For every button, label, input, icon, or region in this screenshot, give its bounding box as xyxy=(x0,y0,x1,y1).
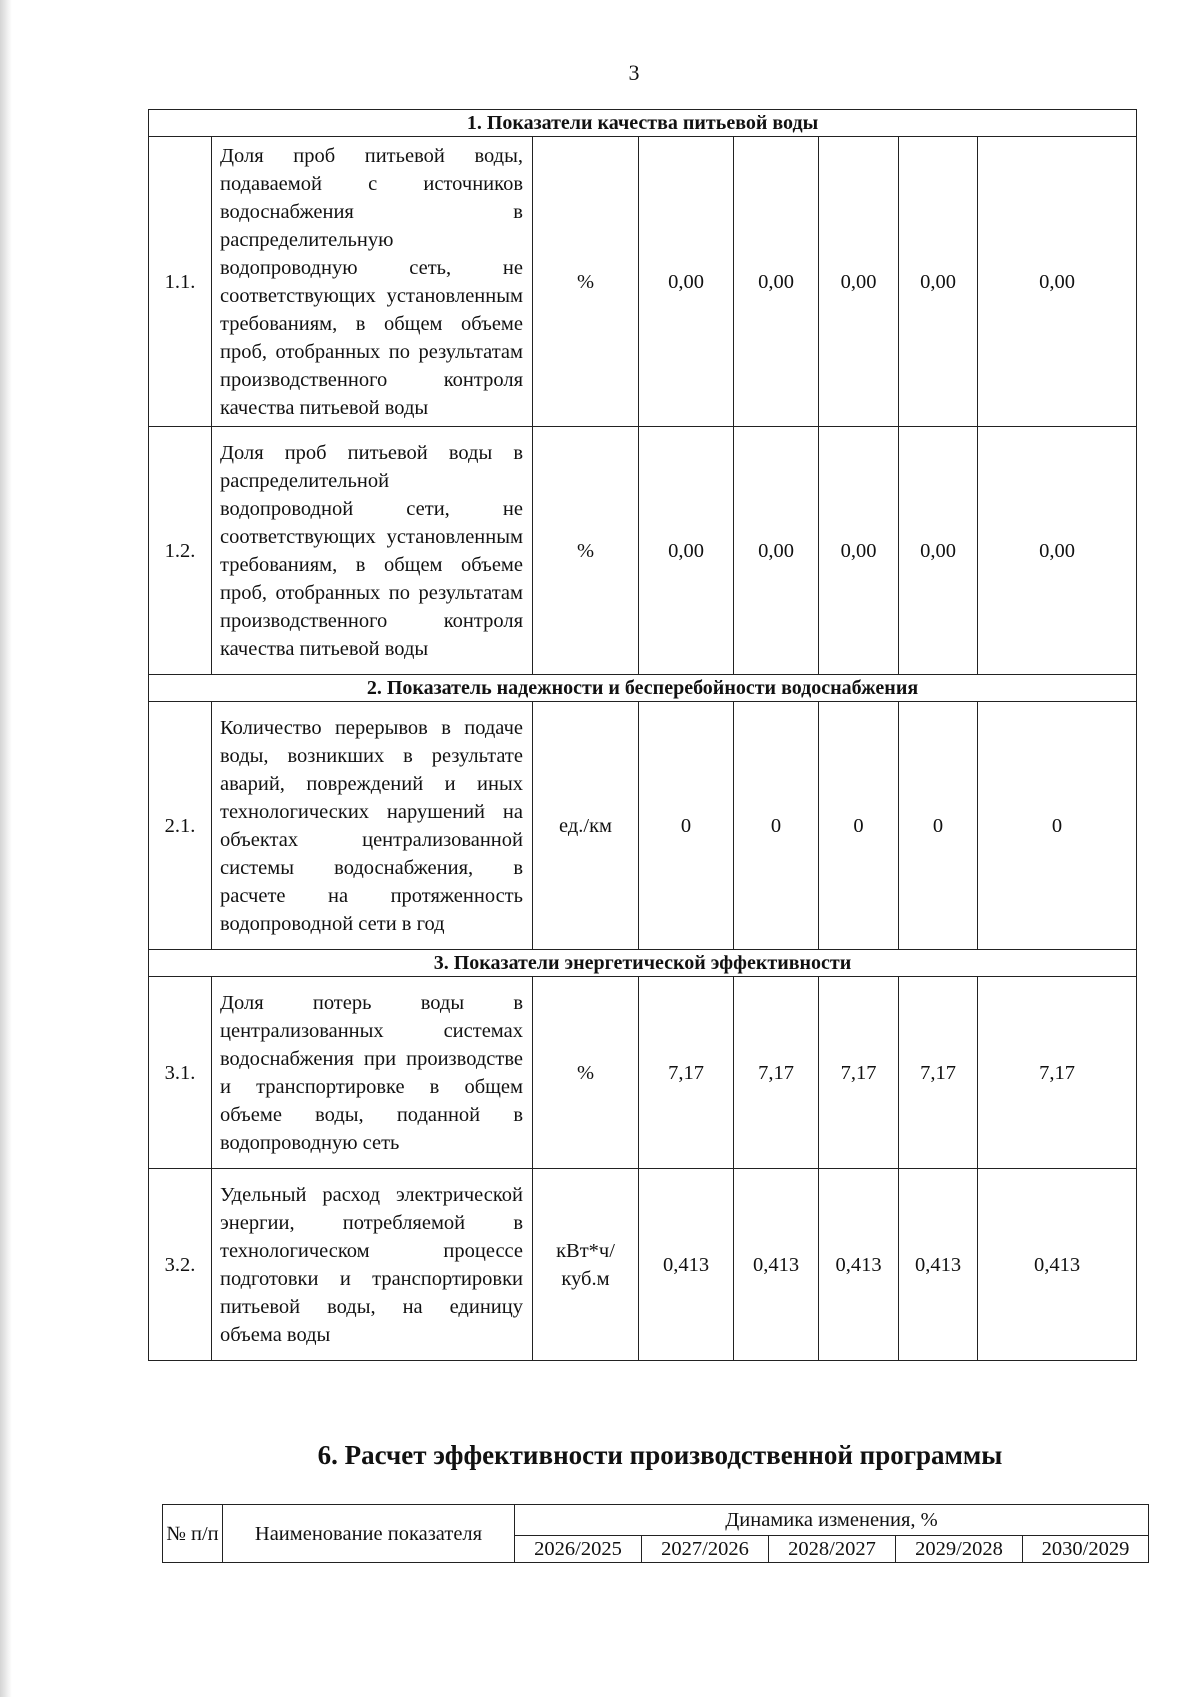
value-cell: 7,17 xyxy=(978,977,1137,1169)
column-header-number: № п/п xyxy=(163,1505,223,1563)
value-cell: 0,00 xyxy=(819,137,899,427)
section-title: 3. Показатели энергетической эффективности xyxy=(149,950,1137,977)
row-number: 2.1. xyxy=(149,702,212,950)
table-row xyxy=(149,702,1137,950)
row-number: 3.1. xyxy=(149,977,212,1169)
column-header-name: Наименование показателя xyxy=(223,1505,515,1563)
value-cell: 0 xyxy=(978,702,1137,950)
indicators-table xyxy=(148,109,1137,1361)
indicator-name: Доля потерь воды в централизованных системах водоснабжения при производстве и транспортировке в общем объеме воды, поданной в водопроводную сеть xyxy=(212,977,533,1169)
value-cell: 0,413 xyxy=(978,1169,1137,1361)
unit-cell: ед./км xyxy=(533,702,639,950)
scan-edge-shadow xyxy=(0,0,12,1697)
section-title: 1. Показатели качества питьевой воды xyxy=(149,110,1137,137)
value-cell: 7,17 xyxy=(819,977,899,1169)
section-header-row xyxy=(149,110,1137,137)
value-cell: 0,413 xyxy=(819,1169,899,1361)
value-cell: 0,413 xyxy=(899,1169,978,1361)
value-cell: 0 xyxy=(639,702,734,950)
row-number: 1.1. xyxy=(149,137,212,427)
period-header: 2029/2028 xyxy=(896,1536,1023,1563)
value-cell: 0,413 xyxy=(639,1169,734,1361)
value-cell: 0,00 xyxy=(819,427,899,675)
page-number: 3 xyxy=(628,60,640,85)
table-header-row xyxy=(163,1505,1149,1536)
section-heading: 6. Расчет эффективности производственной программы xyxy=(317,1440,1003,1470)
unit-cell: кВт*ч/ куб.м xyxy=(533,1169,639,1361)
indicator-name: Удельный расход электрической энергии, потребляемой в технологическом процессе подготовки и транспортировки питьевой воды, на единицу объема воды xyxy=(212,1169,533,1361)
value-cell: 0,00 xyxy=(978,137,1137,427)
period-header: 2028/2027 xyxy=(769,1536,896,1563)
table-row xyxy=(149,137,1137,427)
table-row xyxy=(149,427,1137,675)
value-cell: 0,00 xyxy=(899,137,978,427)
row-number: 3.2. xyxy=(149,1169,212,1361)
indicator-name: Количество перерывов в подаче воды, возникших в результате аварий, повреждений и иных технологических нарушений на объектах централизованной системы водоснабжения, в расчете на протяженность водопроводной сети в год xyxy=(212,702,533,950)
value-cell: 0 xyxy=(899,702,978,950)
row-number: 1.2. xyxy=(149,427,212,675)
section-header-row xyxy=(149,950,1137,977)
indicator-name: Доля проб питьевой воды в распределительной водопроводной сети, не соответствующих установленным требованиям, в общем объеме проб, отобранных по результатам производственного контроля качества питьевой воды xyxy=(212,427,533,675)
unit-cell: % xyxy=(533,977,639,1169)
section-title: 2. Показатель надежности и бесперебойности водоснабжения xyxy=(149,675,1137,702)
column-header-dynamics: Динамика изменения, % xyxy=(515,1505,1149,1536)
unit-cell: % xyxy=(533,137,639,427)
unit-cell: % xyxy=(533,427,639,675)
value-cell: 7,17 xyxy=(899,977,978,1169)
table-row xyxy=(149,1169,1137,1361)
value-cell: 0,00 xyxy=(734,427,819,675)
value-cell: 0,00 xyxy=(978,427,1137,675)
section-header-row xyxy=(149,675,1137,702)
value-cell: 7,17 xyxy=(639,977,734,1169)
value-cell: 0 xyxy=(819,702,899,950)
period-header: 2030/2029 xyxy=(1023,1536,1149,1563)
value-cell: 0,413 xyxy=(734,1169,819,1361)
table-row xyxy=(149,977,1137,1169)
period-header: 2026/2025 xyxy=(515,1536,642,1563)
value-cell: 7,17 xyxy=(734,977,819,1169)
efficiency-table xyxy=(162,1504,1149,1563)
value-cell: 0,00 xyxy=(639,427,734,675)
value-cell: 0,00 xyxy=(639,137,734,427)
value-cell: 0,00 xyxy=(734,137,819,427)
period-header: 2027/2026 xyxy=(642,1536,769,1563)
indicator-name: Доля проб питьевой воды, подаваемой с источников водоснабжения в распределительную водопроводную сеть, не соответствующих установленным требованиям, в общем объеме проб, отобранных по результатам производственного контроля качества питьевой воды xyxy=(212,137,533,427)
value-cell: 0 xyxy=(734,702,819,950)
value-cell: 0,00 xyxy=(899,427,978,675)
